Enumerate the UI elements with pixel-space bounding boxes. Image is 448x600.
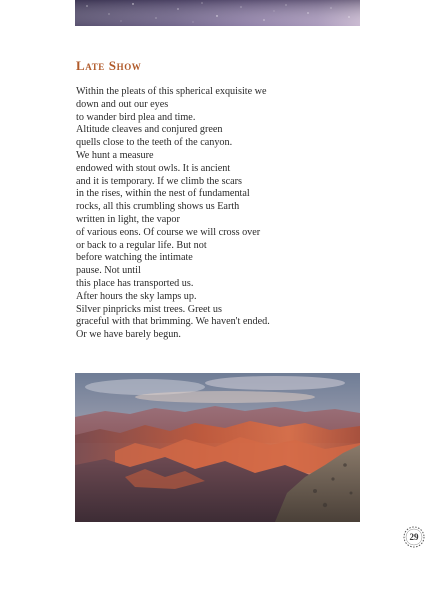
- poem-line: written in light, the vapor: [76, 213, 180, 225]
- canyon-photo: [75, 373, 360, 522]
- poem-body: [76, 86, 351, 342]
- starry-sky-photo: [75, 0, 360, 26]
- page-number: 29: [409, 532, 419, 542]
- poem-line: rocks, all this crumbling shows us Earth: [76, 201, 240, 213]
- poem-line: endowed with stout owls. It is ancient: [76, 162, 231, 174]
- poem-line: pause. Not until: [76, 265, 141, 277]
- poem-line: of various eons. Of course we will cross over: [76, 226, 261, 238]
- poem-line: Within the pleats of this spherical exquisite we: [76, 86, 267, 97]
- poem-line: or back to a regular life. But not: [76, 239, 207, 251]
- poem-line: quells close to the teeth of the canyon.: [76, 137, 233, 149]
- poem-line: in the rises, within the nest of fundamental: [76, 188, 250, 200]
- poem-line: and it is temporary. If we climb the scars: [76, 175, 242, 187]
- poem-line: We hunt a measure: [76, 149, 154, 161]
- poem-line: this place has transported us.: [76, 277, 194, 289]
- poem-line: down and out our eyes: [76, 98, 169, 110]
- poem-line: before watching the intimate: [76, 252, 193, 264]
- poem-line: Silver pinpricks mist trees. Greet us: [76, 303, 222, 315]
- poem-title: Late Show: [76, 58, 142, 73]
- poem-line: graceful with that brimming. We haven't ended.: [76, 316, 270, 328]
- poem-line: Altitude cleaves and conjured green: [76, 124, 223, 136]
- poem-line: Or we have barely begun.: [76, 329, 181, 341]
- poem-line: to wander bird plea and time.: [76, 111, 196, 123]
- poem-line: After hours the sky lamps up.: [76, 290, 197, 302]
